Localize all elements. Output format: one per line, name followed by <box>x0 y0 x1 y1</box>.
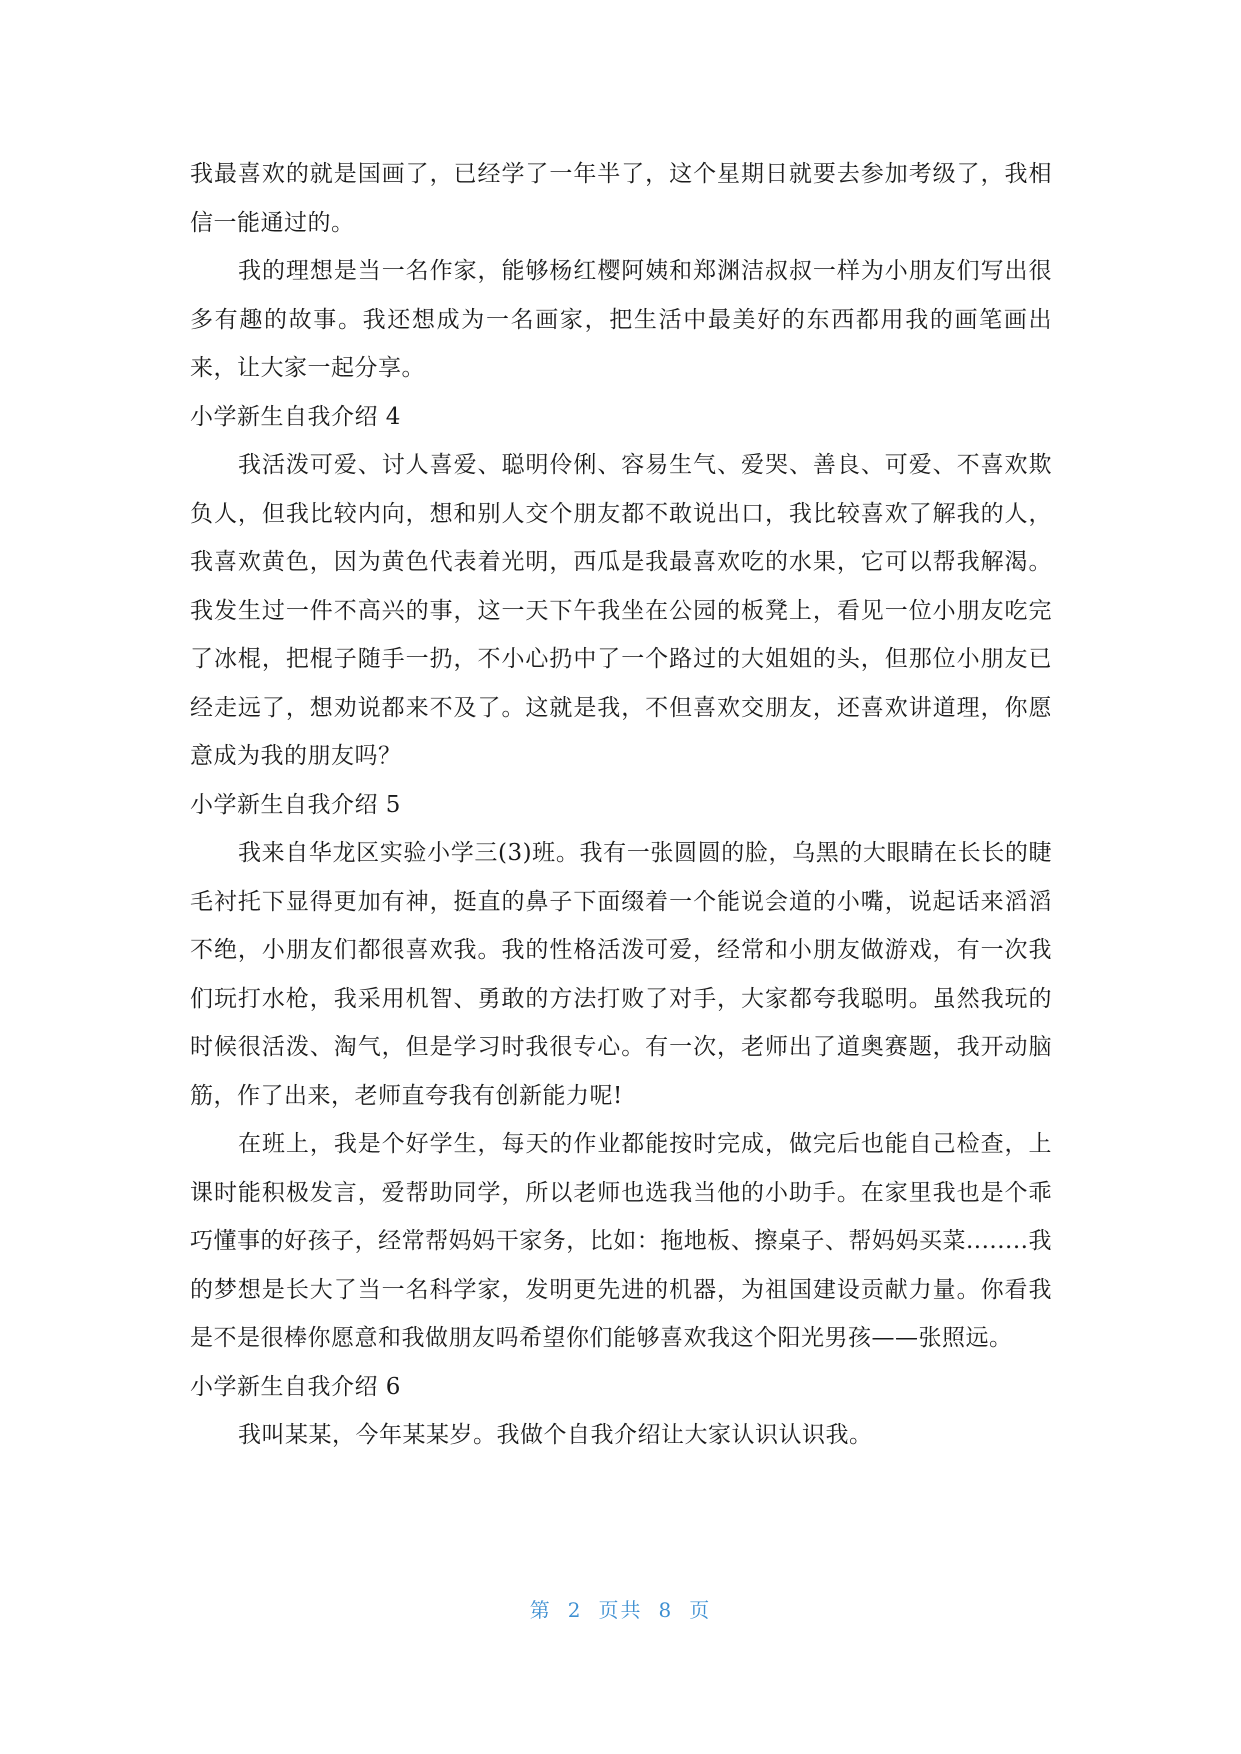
paragraph-1: 我最喜欢的就是国画了，已经学了一年半了，这个星期日就要去参加考级了，我相信一能通过的。 <box>190 161 1052 236</box>
paragraph-6: 我叫某某，今年某某岁。我做个自我介绍让大家认识认识我。 <box>238 1422 873 1448</box>
paragraph-3: 我活泼可爱、讨人喜爱、聪明伶俐、容易生气、爱哭、善良、可爱、不喜欢欺负人，但我比较内向，想和别人交个朋友都不敢说出口，我比较喜欢了解我的人，我喜欢黄色，因为黄色代表着光明，西瓜是我最喜欢吃的水果，它可以帮我解渴。我发生过一件不高兴的事，这一天下午我坐在公园的板凳上，看见一位小朋友吃完了冰棍，把棍子随手一扔，不小心扔中了一个路过的大姐姐的头，但那位小朋友已经走远了，想劝说都来不及了。这就是我，不但喜欢交朋友，还喜欢讲道理，你愿意成为我的朋友吗？ <box>190 452 1052 769</box>
footer-current-page: 2 <box>567 1598 583 1622</box>
section-heading-5: 小学新生自我介绍 5 <box>190 791 401 818</box>
page-footer <box>0 1594 1241 1623</box>
paragraph-5: 在班上，我是个好学生，每天的作业都能按时完成，做完后也能自己检查，上课时能积极发言，爱帮助同学，所以老师也选我当他的小助手。在家里我也是个乖巧懂事的好孩子，经常帮妈妈干家务，比如：拖地板、擦桌子、帮妈妈买菜........我的梦想是长大了当一名科学家，发明更先进的机器，为祖国建设贡献力量。你看我是不是很棒你愿意和我做朋友吗希望你们能够喜欢我这个阳光男孩——张照远。 <box>190 1131 1052 1351</box>
footer-total-pages: 8 <box>658 1598 674 1622</box>
footer-middle: 页共 <box>598 1598 643 1622</box>
footer-suffix: 页 <box>689 1598 712 1622</box>
section-heading-6: 小学新生自我介绍 6 <box>190 1373 401 1400</box>
paragraph-4: 我来自华龙区实验小学三(3)班。我有一张圆圆的脸，乌黑的大眼睛在长长的睫毛衬托下显得更加有神，挺直的鼻子下面缀着一个能说会道的小嘴，说起话来滔滔不绝，小朋友们都很喜欢我。我的性格活泼可爱，经常和小朋友做游戏，有一次我们玩打水枪，我采用机智、勇敢的方法打败了对手，大家都夸我聪明。虽然我玩的时候很活泼、淘气，但是学习时我很专心。有一次，老师出了道奥赛题，我开动脑筋，作了出来，老师直夸我有创新能力呢! <box>190 840 1052 1109</box>
section-heading-4: 小学新生自我介绍 4 <box>190 403 401 430</box>
document-body <box>190 150 1052 1460</box>
footer-prefix: 第 <box>529 1598 552 1622</box>
paragraph-2: 我的理想是当一名作家，能够杨红樱阿姨和郑渊洁叔叔一样为小朋友们写出很多有趣的故事。我还想成为一名画家，把生活中最美好的东西都用我的画笔画出来，让大家一起分享。 <box>190 258 1052 381</box>
